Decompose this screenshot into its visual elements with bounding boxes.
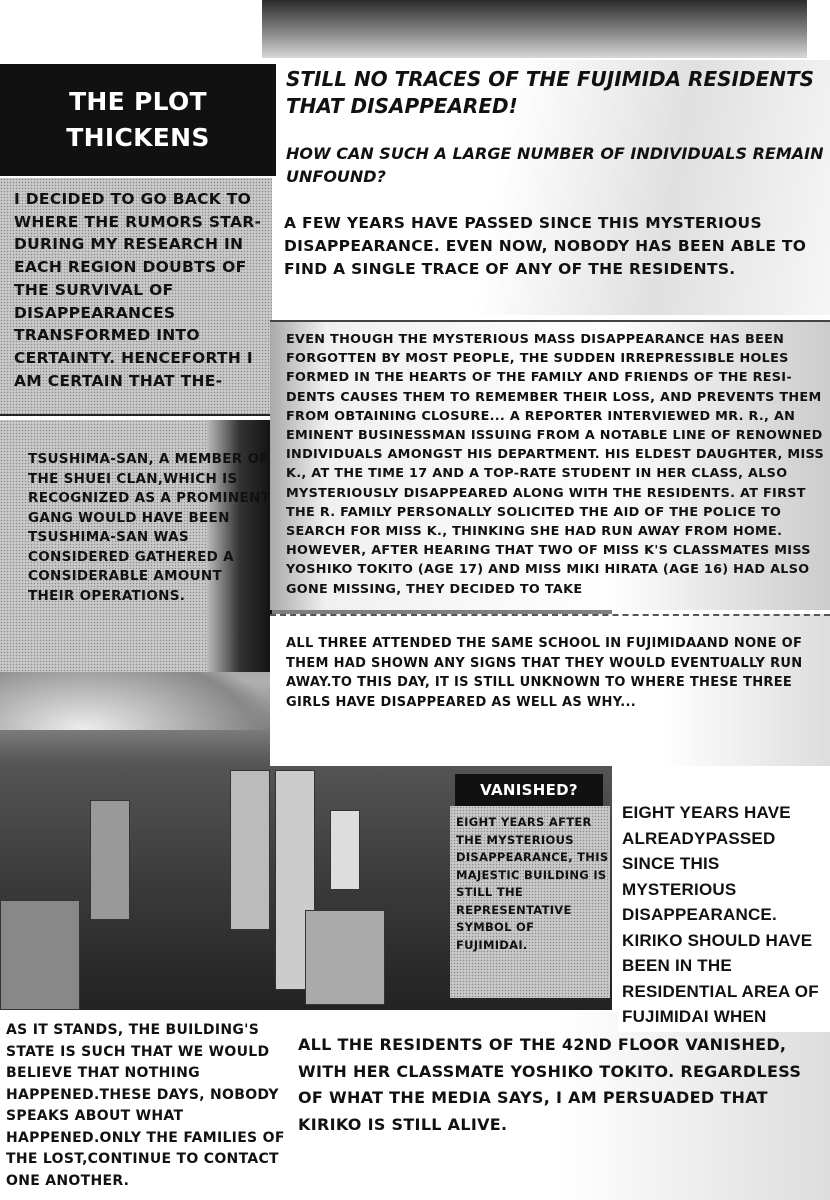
building: [330, 810, 360, 890]
bottom-right-text: ALL THE RESIDENTS OF THE 42ND FLOOR VANISHED, WITH HER CLASSMATE YOSHIKO TOKITO. REGARDLESS OF WHAT THE MEDIA SAYS, I AM PERSUADED THAT KIRIKO IS STILL ALIVE.: [298, 1035, 802, 1134]
left-text-1: I DECIDED TO GO BACK TO WHERE THE RUMORS STAR- DURING MY RESEARCH IN EACH REGION DOUBTS OF THE SURVIVAL OF DISAPPEARANCES TRANSFORMED INTO CERTAINTY. HENCEFORTH I AM CERTAIN THAT THE-: [14, 190, 262, 390]
bottom-left-box: [0, 1012, 285, 1200]
vanished-caption: EIGHT YEARS AFTER THE MYSTERIOUS DISAPPEARANCE, THIS MAJESTIC BUILDING IS STILL THE REPRESENTATIVE SYMBOL OF FUJIMIDAI.: [456, 815, 609, 952]
headline-area: [278, 60, 830, 315]
lead-paragraph: A FEW YEARS HAVE PASSED SINCE THIS MYSTERIOUS DISAPPEARANCE. EVEN NOW, NOBODY HAS BEEN ABLE TO FIND A SINGLE TRACE OF ANY OF THE RESIDENTS.: [284, 214, 807, 278]
article-body-1: [270, 320, 830, 610]
bottom-right-box: [288, 1012, 830, 1200]
subheadline: HOW CAN SUCH A LARGE NUMBER OF INDIVIDUALS REMAIN UNFOUND?: [286, 144, 824, 186]
right-text: EIGHT YEARS HAVE ALREADYPASSED SINCE THIS MYSTERIOUS DISAPPEARANCE. KIRIKO SHOULD HAVE BEEN IN THE RESIDENTIAL AREA OF FUJIMIDAI WHEN: [622, 803, 819, 1026]
article-body-2: [270, 614, 830, 766]
left-text-box-1: [0, 178, 272, 416]
vanished-caption-box: [450, 806, 610, 998]
title: THE PLOT THICKENS: [66, 87, 210, 152]
top-banner: [262, 0, 807, 58]
building: [230, 770, 270, 930]
body-text-1: EVEN THOUGH THE MYSTERIOUS MASS DISAPPEARANCE HAS BEEN FORGOTTEN BY MOST PEOPLE, THE SUDDEN IRREPRESSIBLE HOLES FORMED IN THE HEARTS OF THE FAMILY AND FRIENDS OF THE RESI- DENTS CAUSES THEM TO REMEMBER THEIR LOSS, AND PREVENTS THEM FROM OBTAINING CLOSURE... A REPORTER INTERVIEWED MR. R., AN EMINENT BUSINESSMAN ISSUING FROM A NOTABLE LINE OF RENOWNED INDIVIDUALS AMONGST HIS DEPARTMENT. HIS ELDEST DAUGHTER, MISS K., AT THE TIME 17 AND A TOP-RATE STUDENT IN HER CLASS, ALSO MYSTERIOUSLY DISAPPEARED ALONG WITH THE RESIDENTS. AT FIRST THE R. FAMILY PERSONALLY SOLICITED THE AID OF THE POLICE TO SEARCH FOR MISS K., THINKING SHE HAD RUN AWAY FROM HOME. HOWEVER, AFTER HEARING THAT TWO OF MISS K'S CLASSMATES MISS YOSHIKO TOKITO (AGE 17) AND MISS MIKI HIRATA (AGE 16) HAD ALSO GONE MISSING, THEY DECIDED TO TAKE: [286, 332, 824, 597]
left-text-box-2: [0, 420, 272, 672]
left-text-2: TSUSHIMA-SAN, A MEMBER OF THE SHUEI CLAN,WHICH IS RECOGNIZED AS A PROMINENT GANG WOULD HAVE BEEN TSUSHIMA-SAN WAS CONSIDERED GATHERED A CONSIDERABLE AMOUNT THEIR OPERATIONS.: [28, 451, 271, 604]
body-text-2: ALL THREE ATTENDED THE SAME SCHOOL IN FUJIMIDAAND NONE OF THEM HAD SHOWN ANY SIGNS THAT THEY WOULD EVENTUALLY RUN AWAY.TO THIS DAY, IT IS STILL UNKNOWN TO WHERE THESE THREE GIRLS HAVE DISAPPEARED AS WELL AS WHY...: [286, 636, 803, 710]
headline: STILL NO TRACES OF THE FUJIMIDA RESIDENTS THAT DISAPPEARED!: [286, 67, 815, 118]
building: [305, 910, 385, 1005]
building: [0, 900, 80, 1010]
vanished-label: VANISHED?: [455, 774, 603, 806]
title-box: [0, 64, 276, 176]
building: [90, 800, 130, 920]
bottom-left-text: AS IT STANDS, THE BUILDING'S STATE IS SUCH THAT WE WOULD BELIEVE THAT NOTHING HAPPENED.THESE DAYS, NOBODY SPEAKS ABOUT WHAT HAPPENED.ONLY THE FAMILIES OF THE LOST,CONTINUE TO CONTACT ONE ANOTHER.: [6, 1022, 285, 1189]
right-text-box: [618, 800, 830, 1032]
